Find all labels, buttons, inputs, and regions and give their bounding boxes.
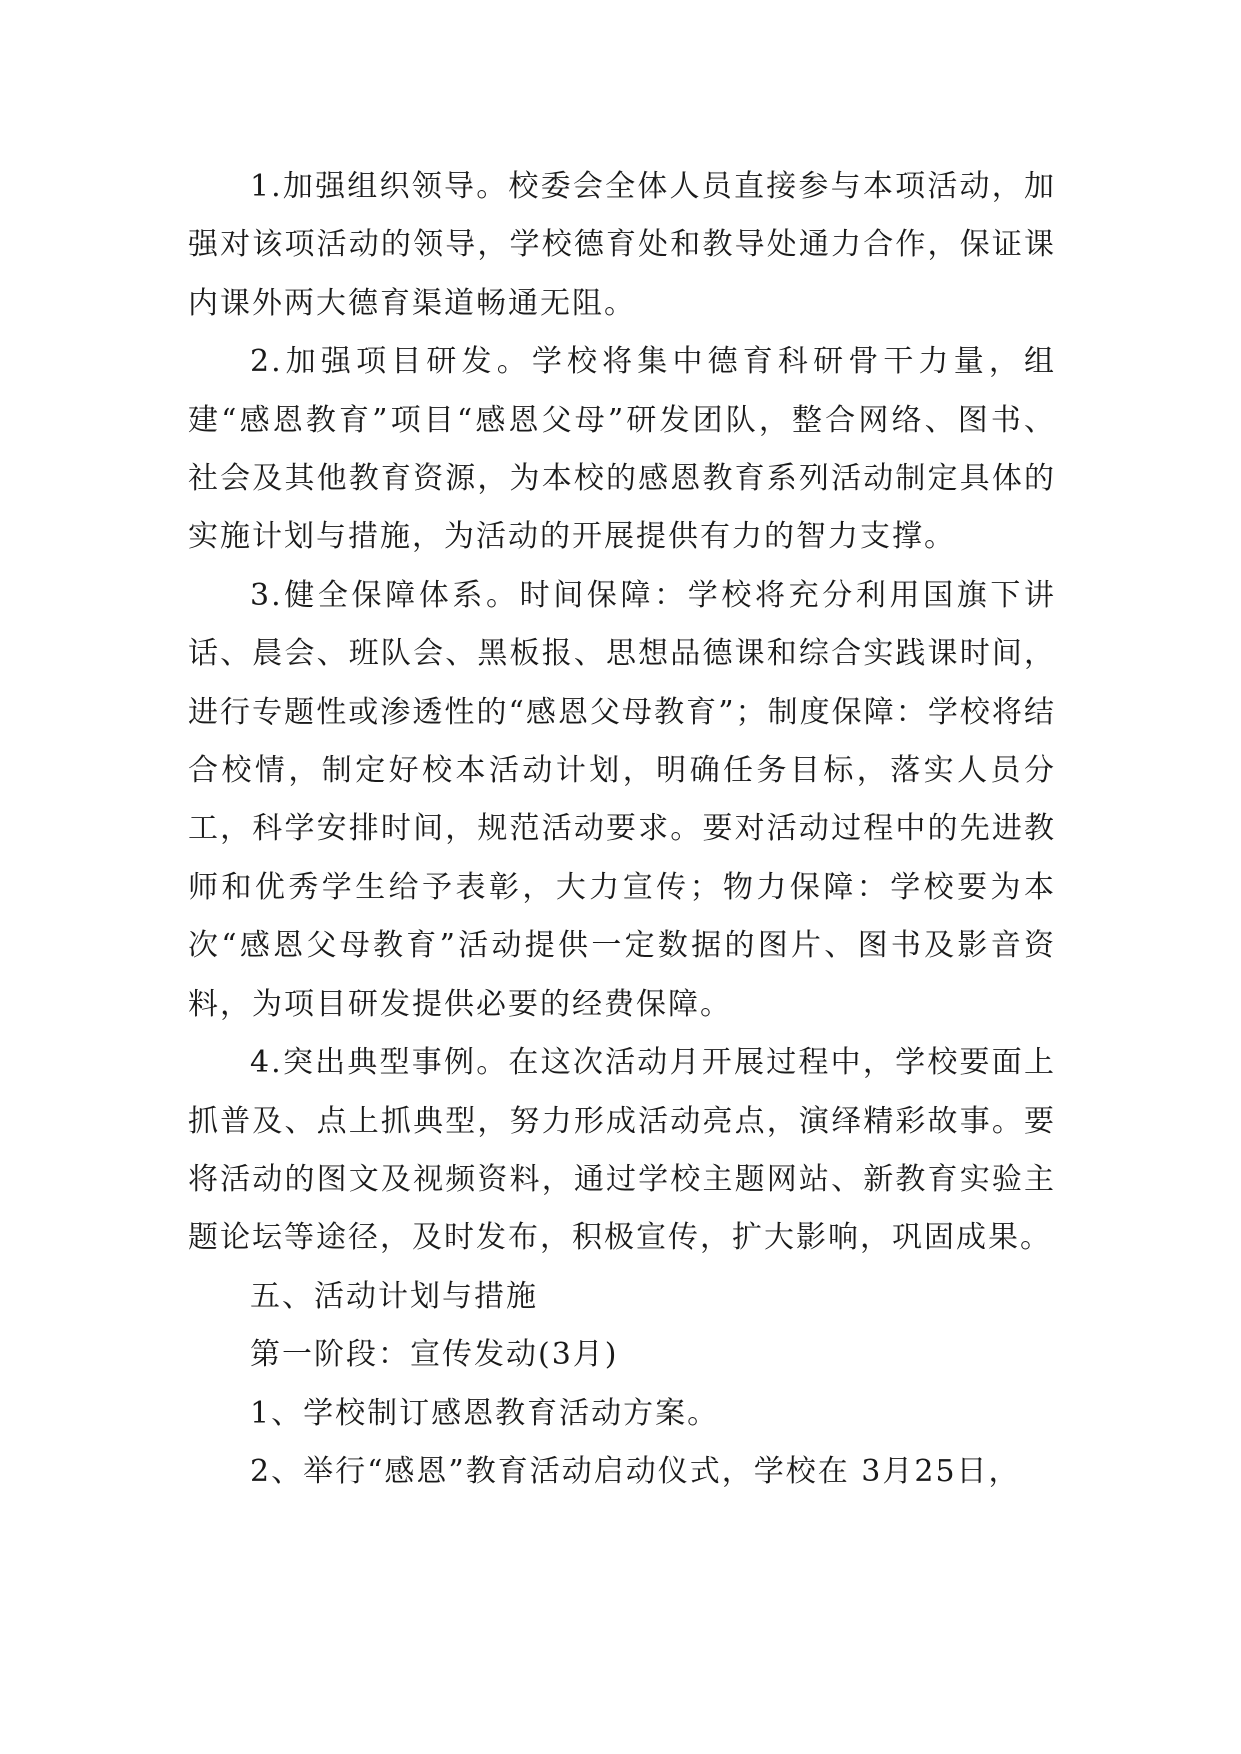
paragraph-project-development: 2.加强项目研发。学校将集中德育科研骨干力量，组建“感恩教育”项目“感恩父母”研发团队，整合网络、图书、社会及其他教育资源，为本校的感恩教育系列活动制定具体的实施计划与措施，为活动的开展提供有力的智力支撑。	[188, 344, 1056, 555]
section-heading-activity-plan: 五、活动计划与措施	[250, 1278, 538, 1314]
paragraph-organization-leadership: 1.加强组织领导。校委会全体人员直接参与本项活动，加强对该项活动的领导，学校德育处和教导处通力合作，保证课内课外两大德育渠道畅通无阻。	[188, 169, 1056, 321]
document-body	[188, 158, 1056, 1501]
phase-heading-stage-one: 第一阶段：宣传发动(3月)	[250, 1337, 619, 1373]
paragraph-typical-cases: 4.突出典型事例。在这次活动月开展过程中，学校要面上抓普及、点上抓典型，努力形成活动亮点，演绎精彩故事。要将活动的图文及视频资料，通过学校主题网站、新教育实验主题论坛等途径，及时发布，积极宣传，扩大影响，巩固成果。	[188, 1045, 1056, 1256]
list-item-launch-ceremony: 2、举行“感恩”教育活动启动仪式，学校在 3月25日，	[250, 1453, 1021, 1489]
paragraph-support-system: 3.健全保障体系。时间保障：学校将充分利用国旗下讲话、晨会、班队会、黑板报、思想品德课和综合实践课时间，进行专题性或渗透性的“感恩父母教育”；制度保障：学校将结合校情，制定好校本活动计划，明确任务目标，落实人员分工，科学安排时间，规范活动要求。要对活动过程中的先进教师和优秀学生给予表彰，大力宣传；物力保障：学校要为本次“感恩父母教育”活动提供一定数据的图片、图书及影音资料，为项目研发提供必要的经费保障。	[188, 577, 1056, 1022]
list-item-activity-plan: 1、学校制订感恩教育活动方案。	[250, 1395, 720, 1431]
